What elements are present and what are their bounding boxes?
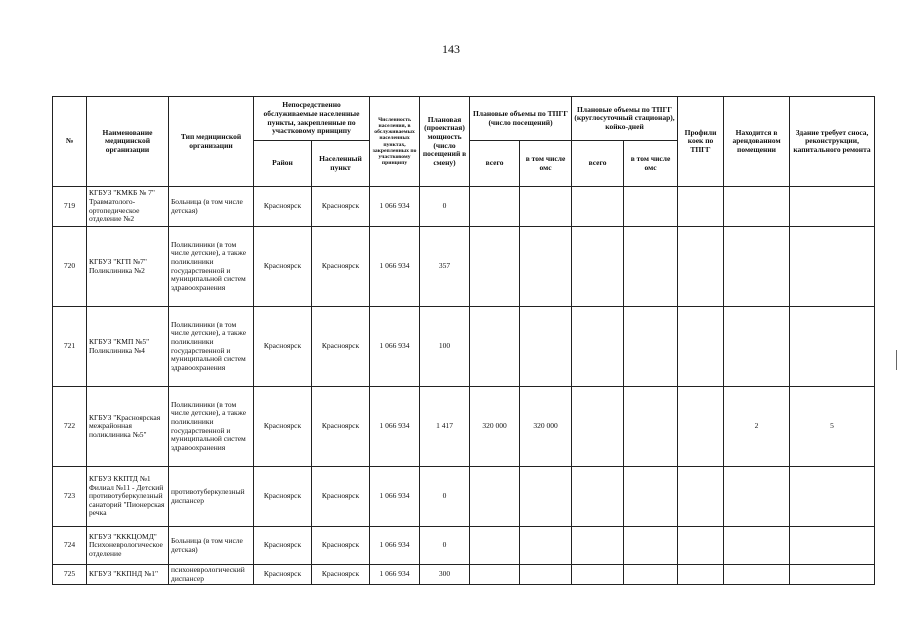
row-capacity: 300 — [420, 565, 470, 585]
row-settlement: Красноярск — [312, 565, 370, 585]
row-org-type: Больница (в том числе детская) — [169, 527, 254, 565]
row-org-type: противотуберкулезный диспансер — [169, 467, 254, 527]
row-beds-total — [572, 467, 624, 527]
table-row — [53, 387, 875, 467]
header-org-name: Наименование медицинской организации — [87, 97, 169, 187]
row-beds-total — [572, 187, 624, 227]
row-org-name: КГБУЗ "КГП №7" Поликлиника №2 — [87, 227, 169, 307]
row-population: 1 066 934 — [370, 227, 420, 307]
row-num: 720 — [53, 227, 87, 307]
table-row — [53, 227, 875, 307]
medical-organizations-table — [52, 96, 875, 585]
row-beds-oms — [624, 307, 678, 387]
row-repair — [790, 307, 875, 387]
table-row — [53, 527, 875, 565]
row-capacity: 0 — [420, 527, 470, 565]
row-district: Красноярск — [254, 187, 312, 227]
row-rented — [724, 227, 790, 307]
row-visits-oms — [520, 527, 572, 565]
row-org-name: КГБУЗ "КМКБ № 7" Травматолого-ортопедическое отделение №2 — [87, 187, 169, 227]
row-org-name: КГБУЗ "КККЦОМД" Психоневрологическое отделение — [87, 527, 169, 565]
row-num: 724 — [53, 527, 87, 565]
table-row — [53, 187, 875, 227]
row-population: 1 066 934 — [370, 467, 420, 527]
row-visits-total — [470, 467, 520, 527]
row-beds-oms — [624, 565, 678, 585]
row-settlement: Красноярск — [312, 387, 370, 467]
row-population: 1 066 934 — [370, 307, 420, 387]
row-num: 719 — [53, 187, 87, 227]
header-num: № — [53, 97, 87, 187]
row-beds-oms — [624, 387, 678, 467]
row-profile — [678, 227, 724, 307]
row-visits-oms — [520, 565, 572, 585]
row-population: 1 066 934 — [370, 387, 420, 467]
row-repair — [790, 527, 875, 565]
row-profile — [678, 565, 724, 585]
row-population: 1 066 934 — [370, 565, 420, 585]
row-repair — [790, 565, 875, 585]
row-org-name: КГБУЗ "ККПНД №1" — [87, 565, 169, 585]
row-rented — [724, 307, 790, 387]
row-beds-oms — [624, 187, 678, 227]
row-population: 1 066 934 — [370, 187, 420, 227]
row-num: 722 — [53, 387, 87, 467]
row-rented — [724, 565, 790, 585]
header-beds-oms: в том числе омс — [624, 141, 678, 187]
table-row — [53, 307, 875, 387]
row-repair — [790, 467, 875, 527]
row-visits-total — [470, 527, 520, 565]
row-district: Красноярск — [254, 565, 312, 585]
row-profile — [678, 187, 724, 227]
row-district: Красноярск — [254, 307, 312, 387]
row-settlement: Красноярск — [312, 307, 370, 387]
row-capacity: 0 — [420, 467, 470, 527]
row-capacity: 100 — [420, 307, 470, 387]
row-profile — [678, 387, 724, 467]
table-row — [53, 565, 875, 585]
row-capacity: 357 — [420, 227, 470, 307]
row-district: Красноярск — [254, 227, 312, 307]
header-settlement: Населенный пункт — [312, 141, 370, 187]
row-beds-total — [572, 307, 624, 387]
row-district: Красноярск — [254, 467, 312, 527]
row-beds-total — [572, 565, 624, 585]
row-org-type: Больница (в том числе детская) — [169, 187, 254, 227]
row-visits-total — [470, 565, 520, 585]
scan-margin-mark — [896, 350, 897, 370]
header-visits-total: всего — [470, 141, 520, 187]
row-num: 725 — [53, 565, 87, 585]
header-org-type: Тип медицинской организации — [169, 97, 254, 187]
row-district: Красноярск — [254, 387, 312, 467]
row-visits-total — [470, 227, 520, 307]
row-beds-total — [572, 227, 624, 307]
row-settlement: Красноярск — [312, 187, 370, 227]
header-population: Численность населения, в обслуживаемых населенных пунктах, закрепленных по участковому принципу — [370, 97, 420, 187]
row-visits-total — [470, 307, 520, 387]
row-visits-oms — [520, 467, 572, 527]
header-served-group: Непосредственно обслуживаемые населенные пункты, закрепленные по участковому принципу — [254, 97, 370, 141]
row-num: 723 — [53, 467, 87, 527]
row-population: 1 066 934 — [370, 527, 420, 565]
row-repair: 5 — [790, 387, 875, 467]
row-repair — [790, 227, 875, 307]
row-visits-oms — [520, 227, 572, 307]
row-visits-oms — [520, 187, 572, 227]
row-settlement: Красноярск — [312, 227, 370, 307]
header-tpgg-beds: Плановые объемы по ТПГГ (круглосуточный стационар), койко-дней — [572, 97, 678, 141]
row-org-name: КГБУЗ "КМП №5" Поликлиника №4 — [87, 307, 169, 387]
header-capacity: Плановая (проектная) мощность (число посещений в смену) — [420, 97, 470, 187]
row-profile — [678, 467, 724, 527]
row-rented — [724, 527, 790, 565]
row-settlement: Красноярск — [312, 527, 370, 565]
row-rented — [724, 187, 790, 227]
header-beds-total: всего — [572, 141, 624, 187]
row-beds-oms — [624, 467, 678, 527]
row-visits-total: 320 000 — [470, 387, 520, 467]
header-visits-oms: в том числе омс — [520, 141, 572, 187]
row-num: 721 — [53, 307, 87, 387]
table-row — [53, 467, 875, 527]
row-visits-oms: 320 000 — [520, 387, 572, 467]
row-rented: 2 — [724, 387, 790, 467]
row-profile — [678, 307, 724, 387]
row-beds-oms — [624, 527, 678, 565]
row-org-type: психоневрологический диспансер — [169, 565, 254, 585]
row-visits-total — [470, 187, 520, 227]
row-org-name: КГБУЗ ККПТД №1 Филиал №11 - Детский противотуберкулезный санаторий "Пионерская речка — [87, 467, 169, 527]
row-rented — [724, 467, 790, 527]
row-beds-total — [572, 527, 624, 565]
page-number: 143 — [442, 42, 460, 56]
header-tpgg-visits: Плановые объемы по ТПГГ (число посещений) — [470, 97, 572, 141]
row-org-type: Поликлиники (в том числе детские), а также поликлиники государственной и муниципальной систем здравоохранения — [169, 307, 254, 387]
row-capacity: 0 — [420, 187, 470, 227]
header-rented: Находится в арендованном помещении — [724, 97, 790, 187]
row-org-type: Поликлиники (в том числе детские), а также поликлиники государственной и муниципальной систем здравоохранения — [169, 227, 254, 307]
row-org-type: Поликлиники (в том числе детские), а также поликлиники государственной и муниципальной систем здравоохранения — [169, 387, 254, 467]
row-beds-oms — [624, 227, 678, 307]
row-settlement: Красноярск — [312, 467, 370, 527]
header-district: Район — [254, 141, 312, 187]
row-repair — [790, 187, 875, 227]
row-district: Красноярск — [254, 527, 312, 565]
row-profile — [678, 527, 724, 565]
row-beds-total — [572, 387, 624, 467]
row-visits-oms — [520, 307, 572, 387]
header-needs-repair: Здание требует сноса, реконструкции, капитального ремонта — [790, 97, 875, 187]
header-profile-beds: Профили коек по ТПГГ — [678, 97, 724, 187]
row-capacity: 1 417 — [420, 387, 470, 467]
row-org-name: КГБУЗ "Красноярская межрайонная поликлиника №5" — [87, 387, 169, 467]
